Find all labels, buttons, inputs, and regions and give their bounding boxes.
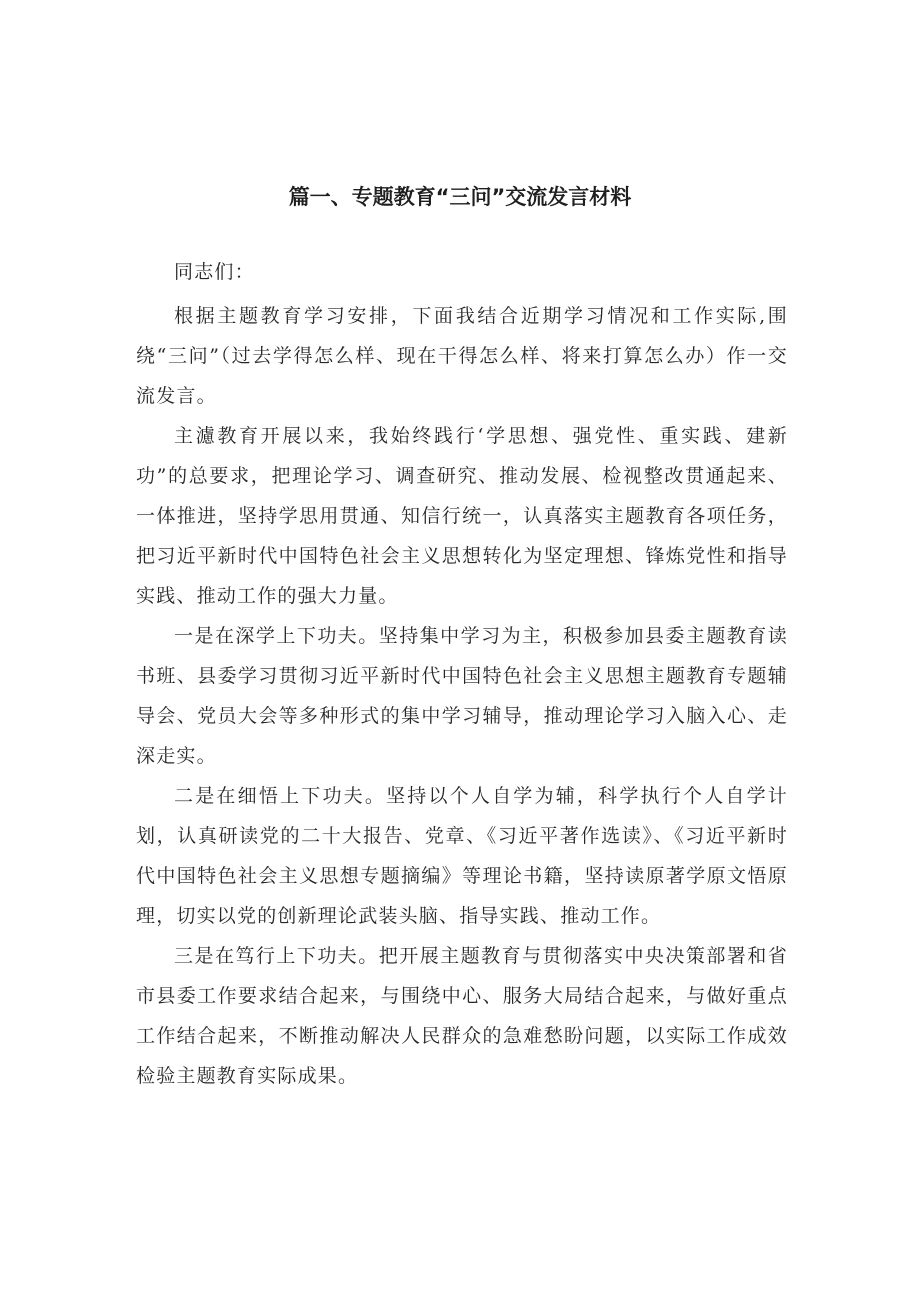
paragraph-overview: 主濾教育开展以来，我始终践行‘学思想、强党性、重实践、建新功”的总要求，把理论学习、调查研究、推动发展、检视整改贯通起来、一体推进，坚持学思用贯通、知信行统一，认真落实主题教育各项任务，把习近平新时代中国特色社会主义思想转化为坚定理想、锋炼党性和指导实践、推动工作的强大力量。	[136, 425, 788, 607]
document-body	[136, 252, 788, 1096]
document-title: 篇一、专题教育“三问”交流发言材料	[288, 185, 632, 209]
paragraph-intro: 根据主题教育学习安排，下面我结合近期学习情况和工作实际,围绕“三问”（过去学得怎么样、现在干得怎么样、将来打算怎么办）作一交流发言。	[136, 305, 788, 407]
paragraph-careful-understanding: 二是在细悟上下功夫。坚持以个人自学为辅，科学执行个人自学计划，认真研读党的二十大报告、党章、《习近平著作选读》、《习近平新时代中国特色社会主义思想专题摘编》等理论书籍，坚持读原著学原文悟原理，切实以党的创新理论武装头脑、指导实践、推动工作。	[136, 785, 788, 927]
paragraph-practice: 三是在笃行上下功夫。把开展主题教育与贯彻落实中央决策部署和省市县委工作要求结合起来，与围绕中心、服务大局结合起来，与做好重点工作结合起来，不断推动解决人民群众的急难愁盼问题，以实际工作成效检验主题教育实际成果。	[136, 945, 788, 1087]
paragraph-deep-study: 一是在深学上下功夫。坚持集中学习为主，积极参加县委主题教育读书班、县委学习贯彻习近平新时代中国特色社会主义思想主题教育专题辅导会、党员大会等多种形式的集中学习辅导，推动理论学习入脑入心、走深走实。	[136, 625, 788, 767]
salutation: 同志们：	[174, 261, 255, 283]
